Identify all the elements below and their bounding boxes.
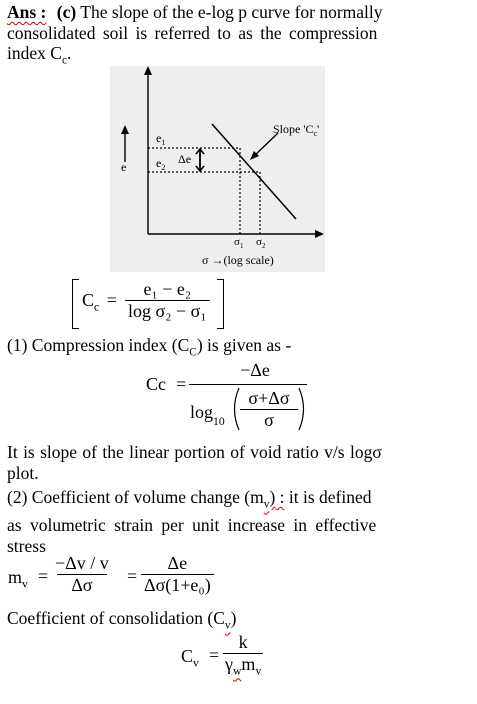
slope-label: Slope '$C_c$': [273, 122, 320, 138]
e2-label: $e_2$: [156, 156, 166, 172]
formula2-inner-denominator: σ: [264, 410, 274, 430]
slope-paragraph-line-1: It is slope of the linear portion of void ratio v/s logσ: [7, 442, 382, 462]
delta-e-label: Δe: [178, 152, 192, 166]
answer-paragraph: [7, 2, 452, 71]
formula3-equals-2: =: [127, 566, 138, 586]
formula3-numerator-1: −Δv / v: [55, 553, 109, 573]
compression-index-heading: (1) Compression index $(C_C)$ is given as -: [7, 335, 292, 359]
sigma2-label: $\sigma_2$: [256, 236, 266, 250]
formula1-denominator: log σ₂ − σ₁: [125, 300, 210, 322]
formula4-lhs: $C_v$: [181, 646, 199, 670]
volume-change-paragraph: [7, 487, 452, 556]
answer-line-2: consolidated soil is referred to as the compression: [7, 22, 378, 43]
formula4-denominator: $\gamma_wm_v$: [225, 654, 262, 678]
slope-paragraph: [7, 442, 452, 483]
formula2-equals: =: [176, 374, 187, 394]
formula4-numerator: k: [238, 632, 248, 652]
consolidation-heading: Coefficient of consolidation $(C_v)$: [7, 608, 237, 632]
formula2-log: log: [190, 402, 214, 422]
answer-line-3: index $C_c$.: [7, 43, 72, 67]
formula2-inner-numerator: σ+Δσ: [248, 388, 290, 408]
e1-label: $e_1$: [156, 131, 166, 147]
volume-change-line-1: (2) Coefficient of volume change $(m_v)$ : it is defined: [7, 487, 372, 511]
formula3-lhs: $m_v$: [8, 567, 28, 591]
e-log-p-diagram: [110, 66, 325, 272]
volume-change-line-3: stress: [7, 535, 46, 556]
formula2-lhs: Cc: [146, 374, 166, 394]
formula3-denominator-1: Δσ: [57, 574, 106, 596]
formula3-equals: =: [38, 566, 49, 586]
answer-option: (c): [56, 2, 77, 22]
formula1-equals: =: [106, 290, 117, 310]
sigma1-label: $\sigma_1$: [234, 236, 244, 250]
formula4-equals: =: [209, 645, 220, 665]
formula3-denominator-2: Δσ(1+e₀): [141, 574, 214, 596]
slope-paragraph-line-2: plot.: [7, 462, 39, 483]
answer-text-1: The slope of the e-log p curve for normally: [80, 2, 383, 22]
formula1-numerator: e₁ − e₂: [143, 279, 192, 299]
volume-change-line-2: as volumetric strain per unit increase in effective: [7, 515, 377, 535]
formula1-lhs: C: [82, 290, 95, 310]
answer-label: Ans :: [7, 2, 47, 22]
x-axis-label: σ →(log scale): [202, 253, 274, 267]
compression-index-formula: $C_c$ = $\frac{\text{e₁ − e₂}}{\text{log σ₂ − σ₁}}$: [72, 279, 224, 329]
formula3-numerator-2: Δe: [167, 553, 188, 573]
formula2-numerator: −Δe: [240, 360, 270, 380]
diagram-background: [110, 66, 325, 272]
answer-line-1: [7, 2, 452, 23]
e-axis-label-text: e: [121, 160, 127, 174]
